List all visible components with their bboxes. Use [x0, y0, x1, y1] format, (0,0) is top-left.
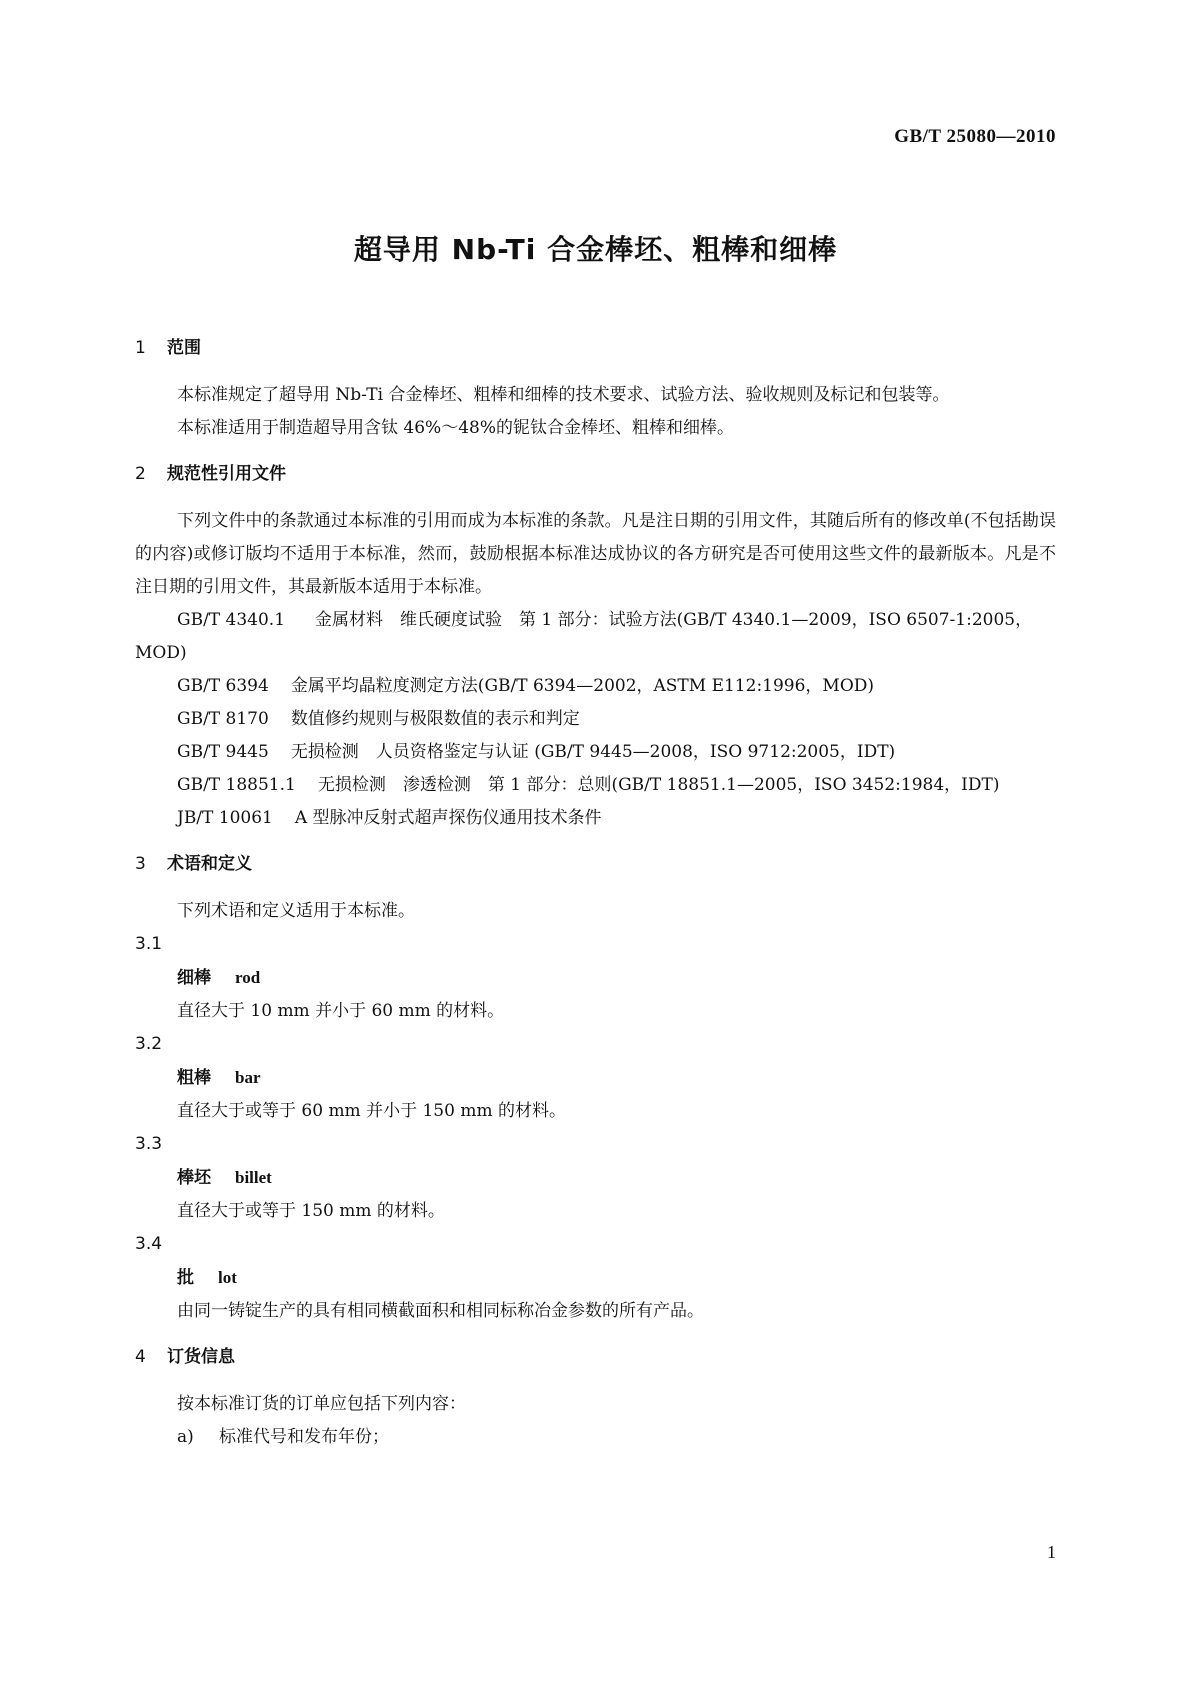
list-item: [135, 1421, 1056, 1454]
term-definition: 由同一铸锭生产的具有相同横截面积和相同标称冶金参数的所有产品。: [177, 1301, 704, 1321]
term-definition: 直径大于或等于 60 mm 并小于 150 mm 的材料。: [177, 1101, 566, 1121]
reference-item: [135, 604, 1056, 670]
term-cn: 批: [177, 1268, 194, 1288]
section-title: 范围: [167, 338, 201, 358]
term-en: billet: [235, 1168, 272, 1187]
paragraph: 本标准规定了超导用 Nb-Ti 合金棒坯、粗棒和细棒的技术要求、试验方法、验收规则及标记和包装等。: [177, 385, 950, 405]
term-en: lot: [218, 1268, 237, 1287]
reference-item: [135, 802, 1056, 835]
reference-code: GB/T 9445: [177, 742, 269, 762]
standard-code: GB/T 25080—2010: [894, 126, 1056, 147]
term-cn: 棒坯: [177, 1168, 211, 1188]
term-name: [135, 1161, 1056, 1195]
term-definition: 直径大于 10 mm 并小于 60 mm 的材料。: [177, 1001, 505, 1021]
reference-code: GB/T 6394: [177, 676, 269, 696]
term-en: bar: [235, 1068, 261, 1087]
paragraph: 下列术语和定义适用于本标准。: [177, 901, 415, 921]
section-number: 1: [135, 338, 146, 358]
reference-title: 无损检测 人员资格鉴定与认证 (GB/T 9445—2008，ISO 9712:2005，IDT): [290, 742, 896, 762]
reference-item: [135, 736, 1056, 769]
page-number: 1: [1047, 1542, 1056, 1562]
term-name: [135, 1261, 1056, 1295]
section-number: 2: [135, 464, 146, 484]
term-name: [135, 1061, 1056, 1095]
section-title: 术语和定义: [167, 854, 252, 874]
term-definition: 直径大于或等于 150 mm 的材料。: [177, 1201, 445, 1221]
reference-item: [135, 703, 1056, 736]
term-cn: 细棒: [177, 968, 211, 988]
term-name: [135, 961, 1056, 995]
reference-title: 数值修约规则与极限数值的表示和判定: [290, 709, 580, 729]
reference-item: [135, 670, 1056, 703]
term-cn: 粗棒: [177, 1068, 211, 1088]
reference-title: A 型脉冲反射式超声探伤仪通用技术条件: [294, 808, 602, 828]
term-en: rod: [235, 968, 261, 987]
document-body: [135, 332, 1056, 1454]
reference-code: GB/T 8170: [177, 709, 269, 729]
section-heading-ordering-information: [135, 1341, 1056, 1374]
section-heading-normative-references: [135, 458, 1056, 491]
reference-code: JB/T 10061: [177, 808, 273, 828]
section-number: 3: [135, 854, 146, 874]
reference-code: GB/T 4340.1: [177, 610, 286, 630]
term-number: 3.2: [135, 1034, 163, 1054]
reference-code: GB/T 18851.1: [177, 775, 296, 795]
paragraph: 按本标准订货的订单应包括下列内容：: [177, 1394, 466, 1414]
term-number: 3.3: [135, 1134, 163, 1154]
section-title: 规范性引用文件: [167, 464, 286, 484]
section-heading-scope: [135, 332, 1056, 365]
section-heading-terms-definitions: [135, 848, 1056, 881]
reference-item: [135, 769, 1056, 802]
reference-title: 金属材料 维氏硬度试验 第 1 部分：试验方法(GB/T 4340.1—2009，ISO 6507-1:2005，MOD): [135, 610, 1033, 663]
document-title: 超导用 Nb-Ti 合金棒坯、粗棒和细棒: [353, 233, 838, 266]
list-item-text: 标准代号和发布年份；: [219, 1427, 389, 1447]
section-title: 订货信息: [167, 1347, 235, 1367]
term-number: 3.1: [135, 934, 163, 954]
term-number: 3.4: [135, 1234, 163, 1254]
list-item-label: a): [177, 1427, 194, 1447]
paragraph: 本标准适用于制造超导用含钛 46%～48%的铌钛合金棒坯、粗棒和细棒。: [177, 418, 734, 438]
paragraph: 下列文件中的条款通过本标准的引用而成为本标准的条款。凡是注日期的引用文件，其随后所有的修改单(不包括勘误的内容)或修订版均不适用于本标准，然而，鼓励根据本标准达成协议的各方研究是否可使用这些文件的最新版本。凡是不注日期的引用文件，其最新版本适用于本标准。: [135, 511, 1056, 597]
reference-title: 无损检测 渗透检测 第 1 部分：总则(GB/T 18851.1—2005，ISO 3452:1984，IDT): [317, 775, 1000, 795]
reference-title: 金属平均晶粒度测定方法(GB/T 6394—2002，ASTM E112:1996，MOD): [290, 676, 875, 696]
section-number: 4: [135, 1347, 146, 1367]
